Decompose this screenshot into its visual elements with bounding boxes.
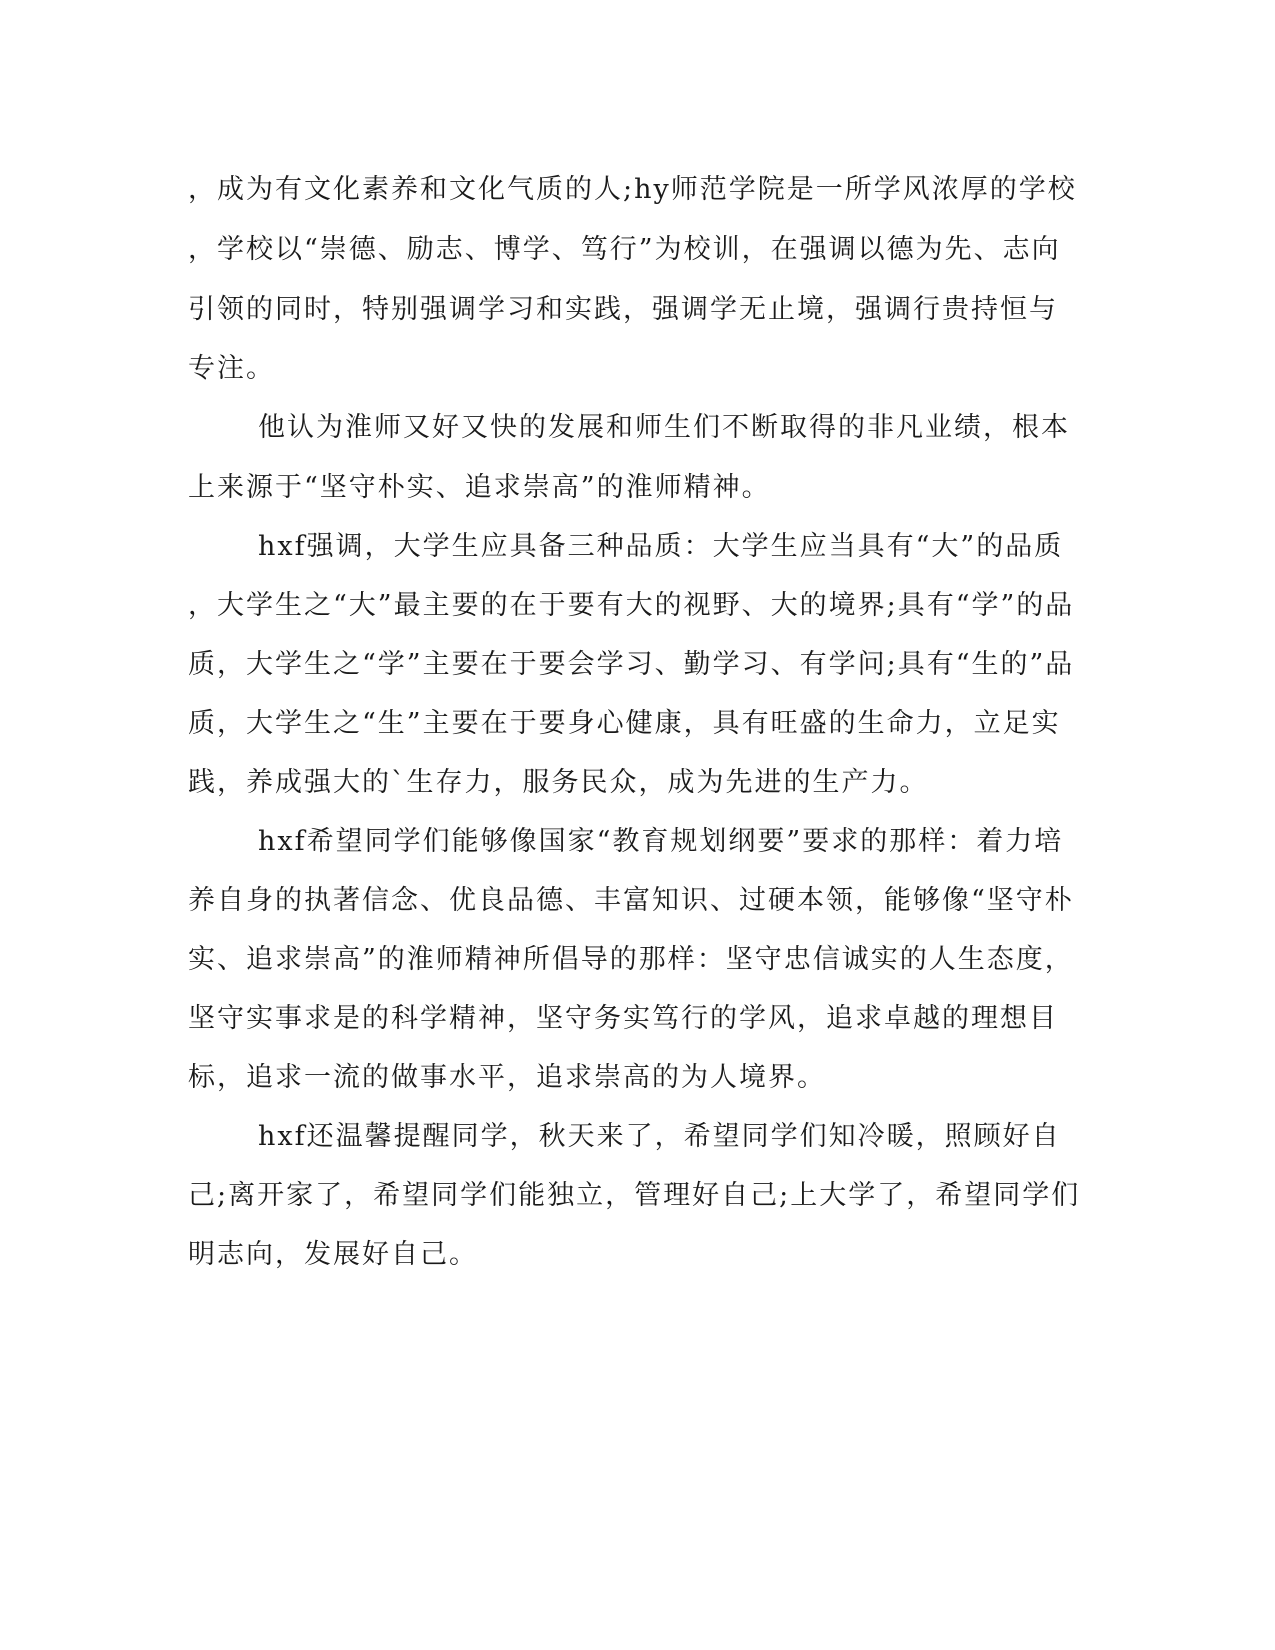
text-line: 上来源于“坚守朴实、追求崇高”的淮师精神。 xyxy=(188,472,771,503)
text-line: 实、追求崇高”的淮师精神所倡导的那样：坚守忠信诚实的人生态度， xyxy=(188,944,1074,975)
text-line: 引领的同时，特别强调学习和实践，强调学无止境，强调行贵持恒与 xyxy=(188,294,1058,325)
paragraph-first-line: hxf强调，大学生应具备三种品质：大学生应当具有“大”的品质 xyxy=(258,531,1064,562)
text-line: 坚守实事求是的科学精神，坚守务实笃行的学风，追求卓越的理想目 xyxy=(188,1003,1058,1034)
text-line: 专注。 xyxy=(188,353,275,384)
paragraph-first-line: 他认为淮师又好又快的发展和师生们不断取得的非凡业绩，根本 xyxy=(258,412,1070,443)
text-line: 质，大学生之“生”主要在于要身心健康，具有旺盛的生命力，立足实 xyxy=(188,708,1061,739)
text-line: 质，大学生之“学”主要在于要会学习、勤学习、有学问;具有“生的”品 xyxy=(188,649,1075,680)
paragraph-first-line: hxf还温馨提醒同学，秋天来了，希望同学们知冷暖，照顾好自 xyxy=(258,1121,1061,1152)
text-line: 践，养成强大的`生存力，服务民众，成为先进的生产力。 xyxy=(188,767,929,798)
text-line: 己;离开家了，希望同学们能独立，管理好自己;上大学了，希望同学们 xyxy=(188,1180,1081,1211)
text-line: ，学校以“崇德、励志、博学、笃行”为校训，在强调以德为先、志向 xyxy=(188,234,1061,265)
text-line: ，成为有文化素养和文化气质的人;hy师范学院是一所学风浓厚的学校 xyxy=(188,174,1077,205)
text-line: 标，追求一流的做事水平，追求崇高的为人境界。 xyxy=(188,1062,826,1093)
paragraph-first-line: hxf希望同学们能够像国家“教育规划纲要”要求的那样：着力培 xyxy=(258,826,1064,857)
text-line: 养自身的执著信念、优良品德、丰富知识、过硬本领，能够像“坚守朴 xyxy=(188,885,1074,916)
text-line: ，大学生之“大”最主要的在于要有大的视野、大的境界;具有“学”的品 xyxy=(188,590,1075,621)
text-line: 明志向，发展好自己。 xyxy=(188,1239,478,1270)
